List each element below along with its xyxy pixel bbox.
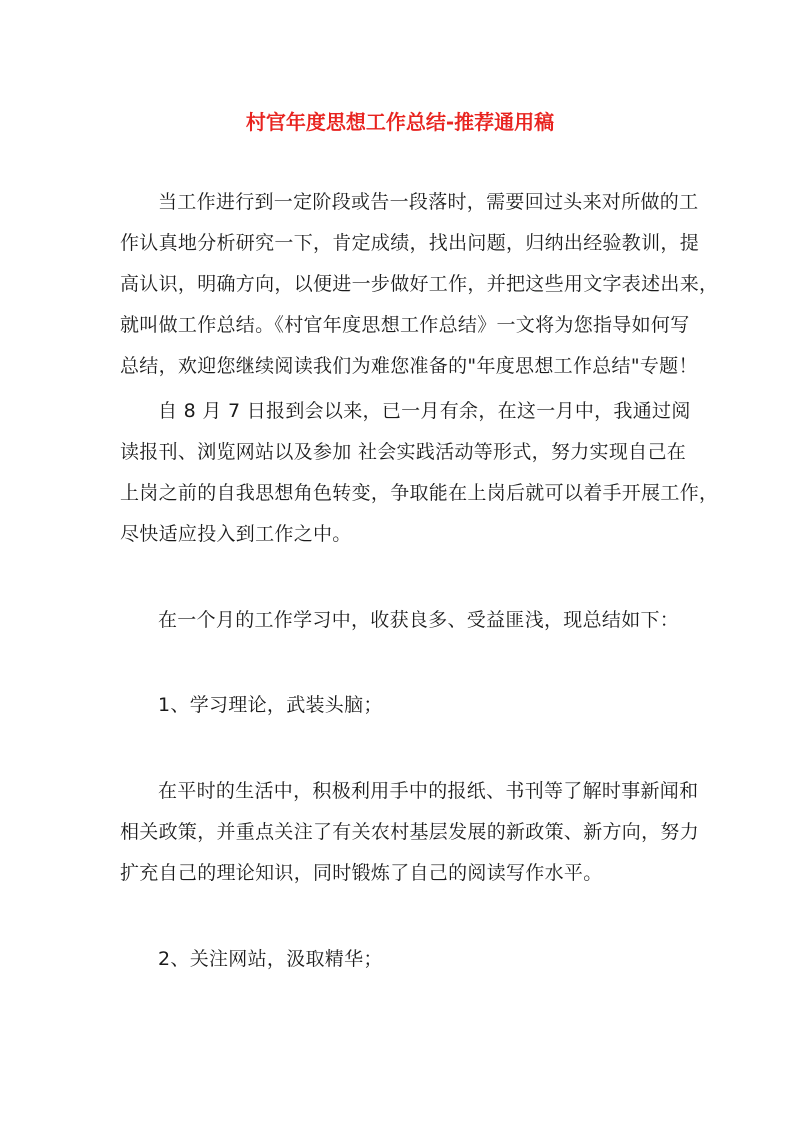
paragraph-3-line: 在平时的生活中，积极利用手中的报纸、书刊等了解时事新闻和 xyxy=(158,780,699,802)
section-heading-2: 2、关注网站，汲取精华； xyxy=(158,948,383,970)
paragraph-3-line: 相关政策，并重点关注了有关农村基层发展的新政策、新方向，努力 xyxy=(120,821,700,843)
paragraph-2-line: 上岗之前的自我思想角色转变，争取能在上岗后就可以着手开展工作， xyxy=(120,482,719,504)
paragraph-2-line: 读报刊、浏览网站以及参加 社会实践活动等形式，努力实现自己在 xyxy=(120,441,687,463)
summary-intro-line: 在一个月的工作学习中，收获良多、受益匪浅，现总结如下： xyxy=(158,609,680,631)
paragraph-1-line: 总结，欢迎您继续阅读我们为难您准备的"年度思想工作总结"专题！ xyxy=(120,355,698,377)
paragraph-1-line: 作认真地分析研究一下，肯定成绩，找出问题，归纳出经验教训，提 xyxy=(120,232,700,254)
section-heading-1: 1、学习理论，武装头脑； xyxy=(158,694,383,716)
paragraph-1-line: 当工作进行到一定阶段或告一段落时，需要回过头来对所做的工 xyxy=(158,191,699,213)
paragraph-1-line: 就叫做工作总结。《村官年度思想工作总结》一文将为您指导如何写 xyxy=(120,314,690,336)
paragraph-3-line: 扩充自己的理论知识，同时锻炼了自己的阅读写作水平。 xyxy=(120,862,603,884)
paragraph-1-line: 高认识，明确方向，以便进一步做好工作，并把这些用文字表述出来， xyxy=(120,273,719,295)
document-title: 村官年度思想工作总结-推荐通用稿 xyxy=(245,110,555,134)
paragraph-2-line: 自 8 月 7 日报到会以来，已一月有余，在这一月中，我通过阅 xyxy=(158,400,691,422)
paragraph-2-line: 尽快适应投入到工作之中。 xyxy=(120,523,352,545)
